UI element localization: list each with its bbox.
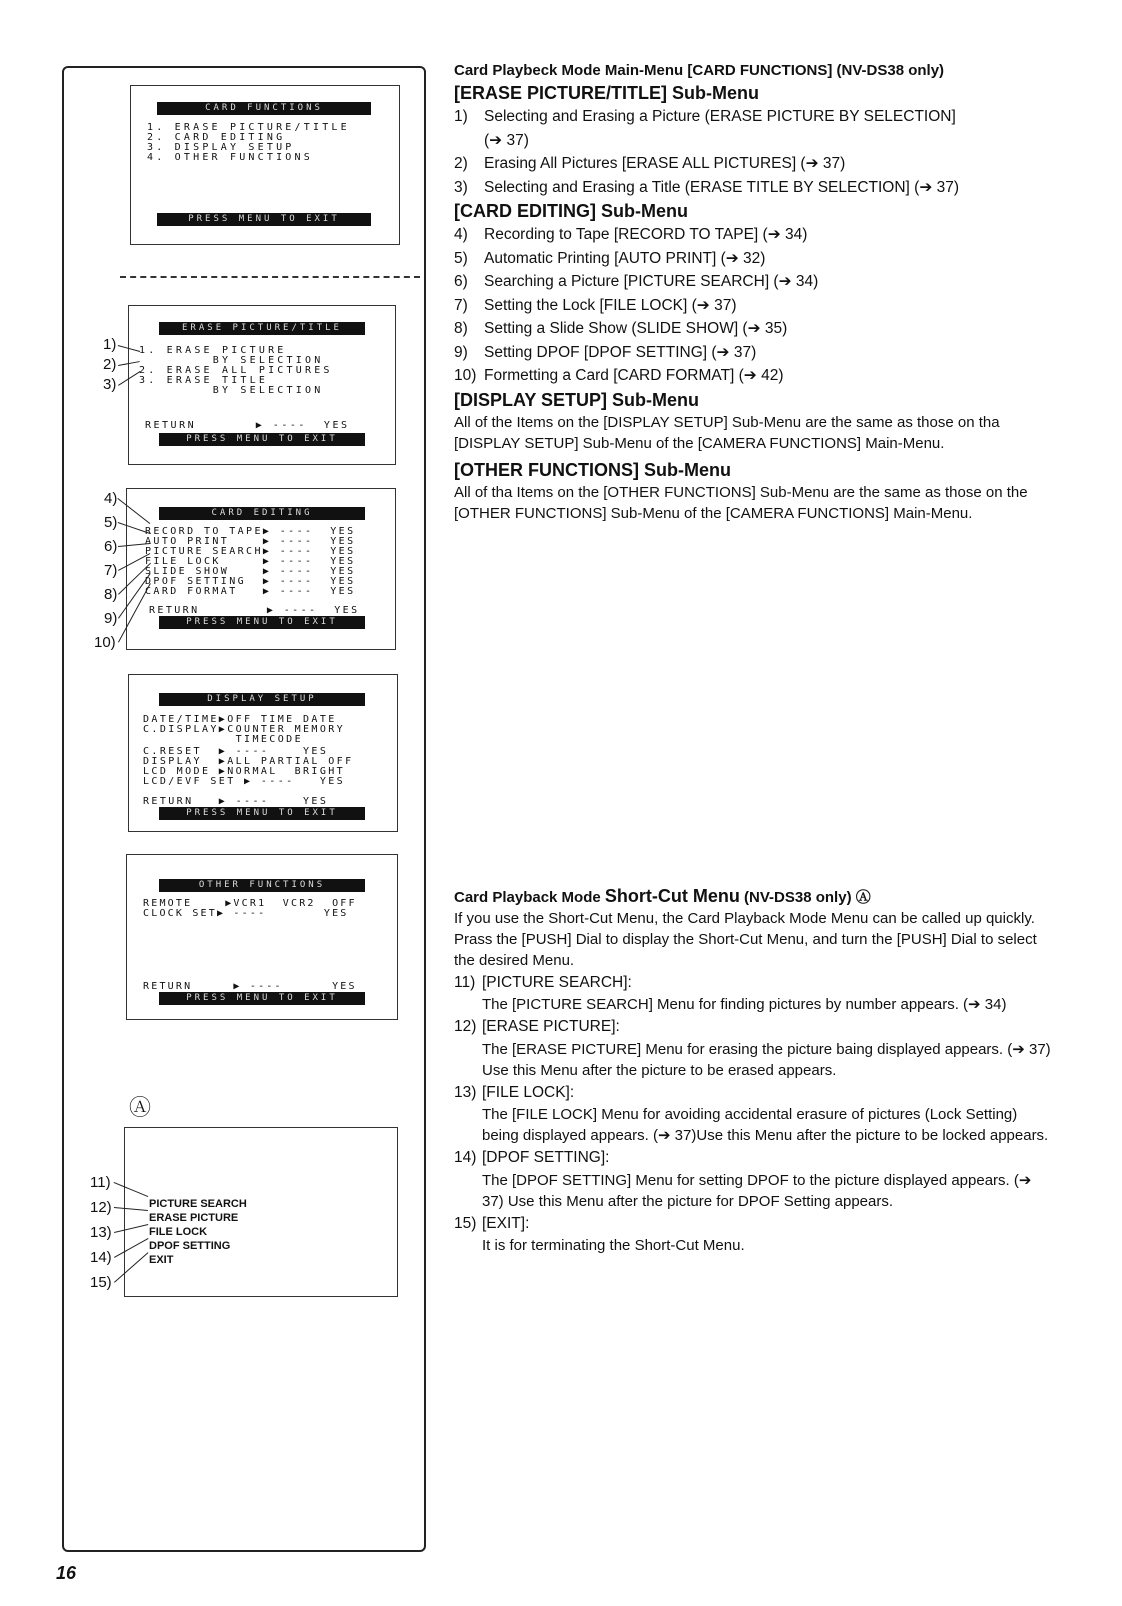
display-setup-line: C.DISPLAY▶COUNTER MEMORY (143, 724, 346, 735)
callout-15: 15) (90, 1274, 112, 1291)
card-editing-line: PICTURE SEARCH▶ ---- YES (145, 546, 356, 557)
card-editing-footer: PRESS MENU TO EXIT (159, 616, 365, 629)
display-setup-line: LCD MODE ▶NORMAL BRIGHT (143, 766, 346, 777)
card-editing-line: CARD FORMAT ▶ ---- YES (145, 586, 356, 597)
callout-7: 7) (104, 562, 118, 579)
list-item: 10) Formetting a Card [CARD FORMAT] (➔ 42) (454, 367, 784, 384)
callout-6: 6) (104, 538, 118, 555)
callout-9: 9) (104, 610, 118, 627)
other-functions-header: OTHER FUNCTIONS (159, 879, 365, 892)
display-setup-line: DISPLAY ▶ALL PARTIAL OFF (143, 756, 354, 767)
list-item: 6) Searching a Picture [PICTURE SEARCH] (➔ 34) (454, 273, 819, 290)
callout-3: 3) (103, 376, 117, 393)
erase-menu-line: 3. ERASE TITLE (139, 375, 269, 386)
card-functions-item: 2. CARD EDITING (147, 132, 286, 143)
callout-5: 5) (104, 514, 118, 531)
card-editing-line: SLIDE SHOW ▶ ---- YES (145, 566, 356, 577)
blank-space (454, 524, 1054, 886)
shortcut-item-desc: The [ERASE PICTURE] Menu for erasing the picture baing displayed appears. (➔ 37) Use this Menu after the picture to be erased appears. (482, 1040, 1051, 1079)
callout-11: 11) (90, 1174, 111, 1191)
list-item: 1) Selecting and Erasing a Picture (ERASE PICTURE BY SELECTION] (454, 108, 956, 125)
list-item: 2) Erasing All Pictures [ERASE ALL PICTURES] (➔ 37) (454, 155, 846, 172)
erase-menu-screen (128, 305, 396, 465)
display-setup-line: DATE/TIME▶OFF TIME DATE (143, 714, 337, 725)
shortcut-screen (124, 1127, 398, 1297)
erase-menu-line: BY SELECTION (139, 385, 324, 396)
display-setup-description: All of the Items on the [DISPLAY SETUP] Sub-Menu are the same as those on tha [DISPLAY SETUP] Sub-Menu of the [CAMERA FUNCTIONS] Main-Menu. (454, 413, 1000, 452)
card-functions-item: 3. DISPLAY SETUP (147, 142, 295, 153)
shortcut-list-item: 14) [DPOF SETTING]: (454, 1149, 610, 1166)
card-functions-footer: PRESS MENU TO EXIT (157, 213, 371, 226)
callout-12: 12) (90, 1199, 112, 1216)
display-setup-line: C.RESET ▶ ---- YES (143, 746, 329, 757)
callout-2: 2) (103, 356, 117, 373)
card-editing-submenu-title: [CARD EDITING] Sub-Menu (454, 201, 688, 221)
shortcut-list-item: 11) [PICTURE SEARCH]: (454, 973, 632, 991)
display-setup-submenu-title: [DISPLAY SETUP] Sub-Menu (454, 389, 700, 410)
card-functions-header: CARD FUNCTIONS (157, 102, 371, 115)
shortcut-intro: If you use the Short-Cut Menu, the Card Playback Mode Menu can be called up quickly. Prass the [PUSH] Dial to display the Short-Cut Menu, and turn the [PUSH] Dial to select the desired Menu. (454, 909, 1037, 969)
divider-dashes (120, 276, 420, 278)
other-functions-line: REMOTE ▶VCR1 VCR2 OFF (143, 898, 357, 909)
shortcut-item: ERASE PICTURE (149, 1212, 239, 1224)
card-editing-line: FILE LOCK ▶ ---- YES (145, 556, 356, 567)
callout-13: 13) (90, 1224, 112, 1241)
callout-1: 1) (103, 336, 117, 353)
page-number: 16 (56, 1563, 77, 1583)
list-item: 4) Recording to Tape [RECORD TO TAPE] (➔ 34) (454, 226, 808, 243)
main-menu-heading: Card Playbeck Mode Main-Menu [CARD FUNCTIONS] (NV-DS38 only) (454, 62, 945, 79)
card-editing-line: DPOF SETTING ▶ ---- YES (145, 576, 356, 587)
list-item: 3) Selecting and Erasing a Title (ERASE TITLE BY SELECTION] (➔ 37) (454, 178, 960, 196)
erase-submenu-title: [ERASE PICTURE/TITLE] Sub-Menu (454, 83, 759, 103)
shortcut-list-item: 13) [FILE LOCK]: (454, 1083, 575, 1101)
list-item: 8) Setting a Slide Show (SLIDE SHOW] (➔ 35) (454, 320, 788, 337)
card-editing-screen (126, 488, 396, 650)
display-setup-screen (128, 674, 398, 832)
shortcut-item: PICTURE SEARCH (149, 1198, 247, 1210)
display-setup-footer: PRESS MENU TO EXIT (159, 807, 365, 820)
card-functions-item: 1. ERASE PICTURE/TITLE (147, 122, 350, 133)
other-functions-description: All of tha Items on the [OTHER FUNCTIONS] Sub-Menu are the same as those on the [OTHER FUNCTIONS] Sub-Menu of the [CAMERA FUNCTIONS] Main-Menu. (454, 483, 1028, 522)
shortcut-item-desc: The [PICTURE SEARCH] Menu for finding pictures by number appears. (➔ 34) (482, 996, 1007, 1013)
shortcut-heading: Card Playback Mode Short-Cut Menu (NV-DS38 only) Ⓐ (454, 885, 871, 906)
other-functions-footer: PRESS MENU TO EXIT (159, 992, 365, 1005)
list-item: (➔ 37) (484, 131, 529, 149)
callout-4: 4) (104, 490, 118, 507)
display-setup-header: DISPLAY SETUP (159, 693, 365, 706)
other-functions-line: CLOCK SET▶ ---- YES (143, 908, 349, 919)
list-item: 7) Setting the Lock [FILE LOCK] (➔ 37) (454, 296, 737, 314)
erase-menu-line: 1. ERASE PICTURE (139, 345, 287, 356)
card-editing-header: CARD EDITING (159, 507, 365, 520)
display-setup-line: LCD/EVF SET ▶ ---- YES (143, 776, 346, 787)
display-setup-return: RETURN ▶ ---- YES (143, 796, 329, 807)
display-setup-line: TIMECODE (143, 734, 303, 745)
shortcut-item: FILE LOCK (149, 1226, 208, 1238)
other-functions-return: RETURN ▶ ---- YES (143, 981, 357, 992)
text-column (454, 60, 1054, 1256)
shortcut-item: DPOF SETTING (149, 1240, 231, 1252)
card-editing-return: RETURN ▶ ---- YES (149, 605, 360, 616)
shortcut-list-item: 12) [ERASE PICTURE]: (454, 1018, 620, 1035)
erase-menu-line: BY SELECTION (139, 355, 324, 366)
list-item: 9) Setting DPOF [DPOF SETTING] (➔ 37) (454, 343, 757, 361)
shortcut-item-desc: The [DPOF SETTING] Menu for setting DPOF to the picture displayed appears. (➔ 37) Use this Menu after the picture for DPOF Setting appears. (482, 1171, 1032, 1210)
erase-menu-footer: PRESS MENU TO EXIT (159, 433, 365, 446)
card-editing-line: AUTO PRINT ▶ ---- YES (145, 536, 356, 547)
marker-a-icon: Ⓐ (129, 1095, 152, 1120)
card-functions-screen (130, 85, 400, 245)
shortcut-list-item: 15) [EXIT]: (454, 1214, 530, 1232)
shortcut-item-desc: It is for terminating the Short-Cut Menu. (482, 1237, 745, 1254)
callout-14: 14) (90, 1249, 112, 1266)
erase-menu-header: ERASE PICTURE/TITLE (159, 322, 365, 335)
shortcut-item: EXIT (149, 1254, 174, 1266)
card-editing-line: RECORD TO TAPE▶ ---- YES (145, 526, 356, 537)
card-functions-item: 4. OTHER FUNCTIONS (147, 152, 313, 163)
shortcut-item-desc: The [FILE LOCK] Menu for avoiding accidental erasure of pictures (Lock Setting) being displayed appears. (➔ 37)Use this Menu after the picture to be locked appears. (482, 1106, 1049, 1144)
erase-menu-return: RETURN ▶ ---- YES (145, 420, 350, 431)
callout-8: 8) (104, 586, 118, 603)
other-functions-screen (126, 854, 398, 1020)
erase-menu-line: 2. ERASE ALL PICTURES (139, 365, 333, 376)
list-item: 5) Automatic Printing [AUTO PRINT] (➔ 32) (454, 249, 766, 267)
other-functions-submenu-title: [OTHER FUNCTIONS] Sub-Menu (454, 459, 731, 480)
callout-10: 10) (94, 634, 116, 651)
